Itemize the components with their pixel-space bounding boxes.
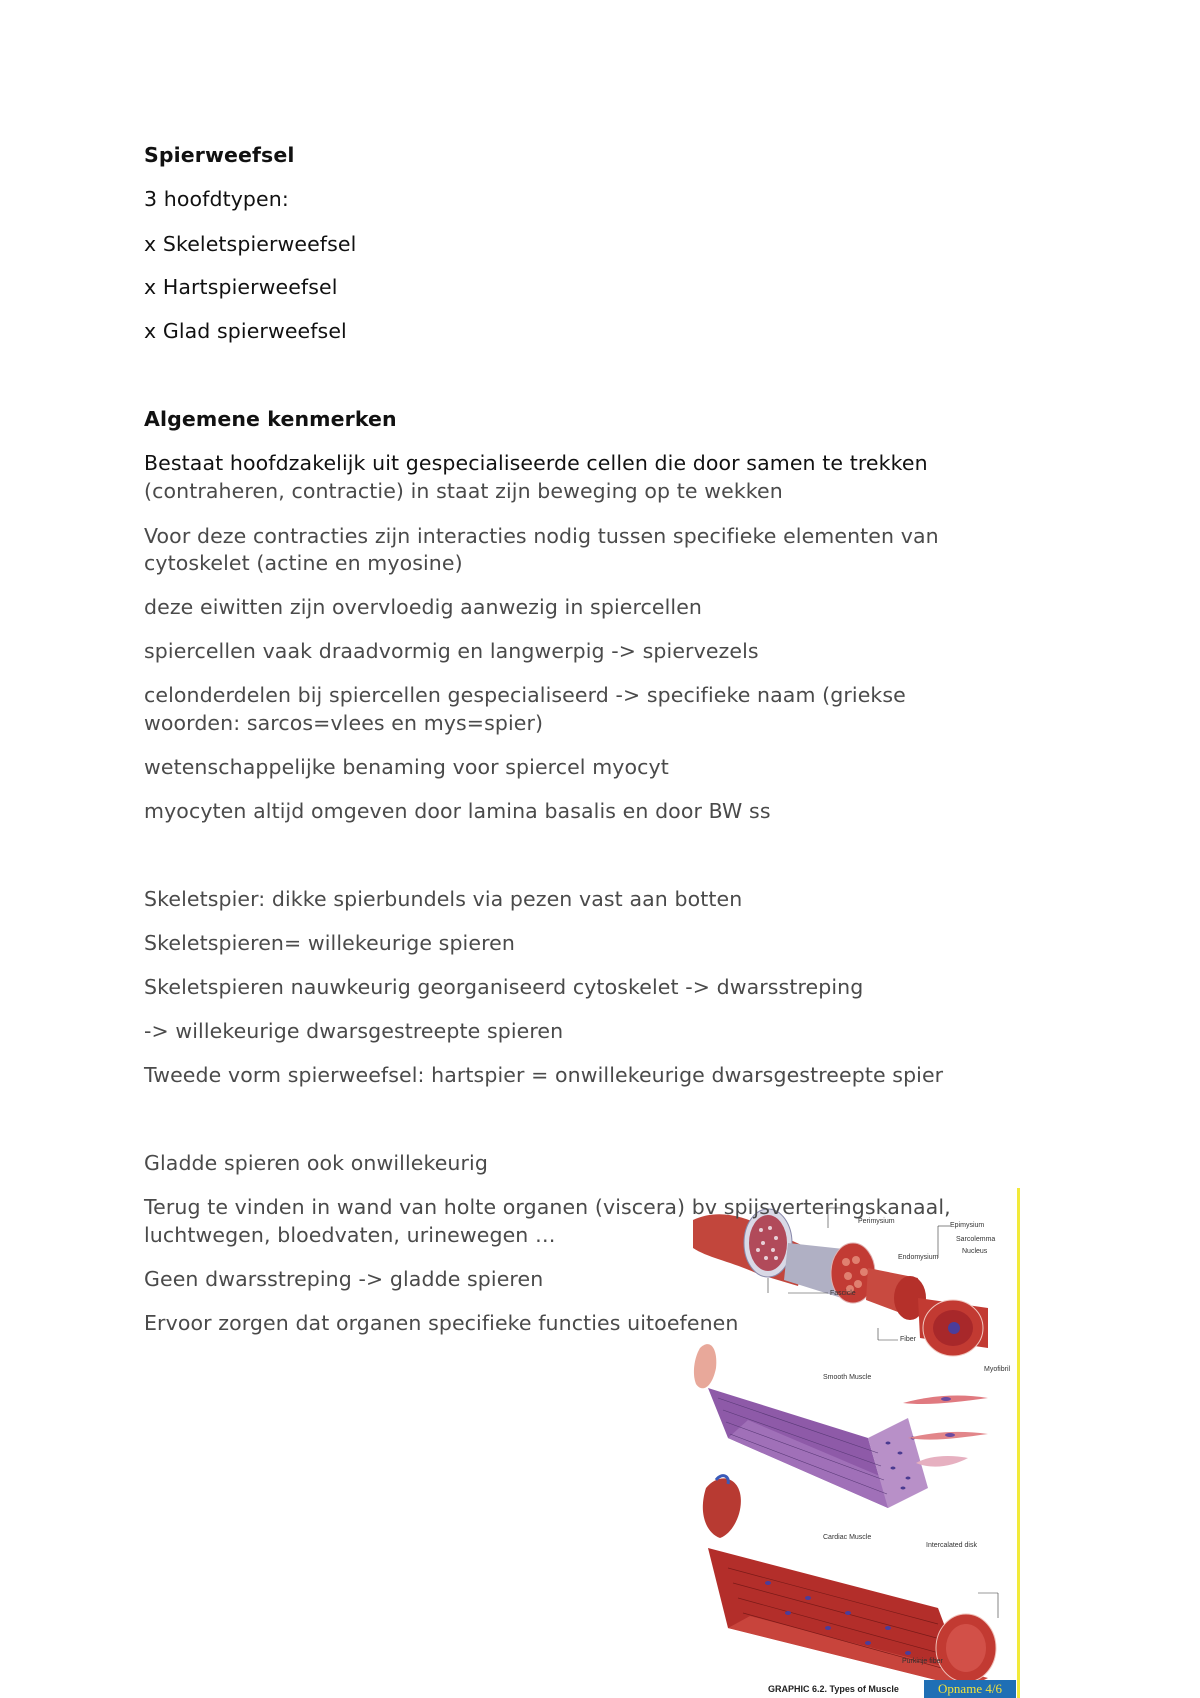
intro-line: 3 hoofdtypen:: [144, 187, 289, 211]
label-fiber: Fiber: [900, 1336, 916, 1343]
heading-algemene-kenmerken: Algemene kenmerken: [144, 407, 397, 431]
label-sarcolemma: Sarcolemma: [956, 1236, 996, 1243]
paragraph-line: Tweede vorm spierweefsel: hartspier = onwillekeurige dwarsgestreepte spier: [144, 1063, 944, 1087]
paragraph-line: Skeletspieren= willekeurige spieren: [144, 931, 515, 955]
paragraph-line: -> willekeurige dwarsgestreepte spieren: [144, 1019, 564, 1043]
smooth-muscle-drawing: [694, 1344, 988, 1508]
figure-highlight-edge: [1017, 1188, 1020, 1698]
paragraph-line: Geen dwarsstreping -> gladde spieren: [144, 1267, 544, 1291]
paragraph-line: Skeletspier: dikke spierbundels via pezen vast aan botten: [144, 887, 743, 911]
label-cardiac-muscle: Cardiac Muscle: [823, 1534, 872, 1541]
label-endomysium: Endomysium: [898, 1254, 939, 1261]
type-item: x Hartspierweefsel: [144, 275, 338, 299]
type-item: x Glad spierweefsel: [144, 319, 347, 343]
type-item: x Skeletspierweefsel: [144, 232, 357, 256]
label-myofibril: Myofibril: [984, 1366, 1011, 1373]
paragraph-line: woorden: sarcos=vlees en mys=spier): [144, 711, 544, 735]
label-intercalated-disk: Intercalated disk: [926, 1542, 977, 1549]
paragraph-line: Skeletspieren nauwkeurig georganiseerd cytoskelet -> dwarsstreping: [144, 975, 864, 999]
figure-badge: Opname 4/6: [924, 1680, 1016, 1698]
label-nucleus: Nucleus: [962, 1248, 988, 1255]
paragraph-line: (contraheren, contractie) in staat zijn beweging op te wekken: [144, 479, 783, 503]
paragraph-line: Gladde spieren ook onwillekeurig: [144, 1151, 488, 1175]
label-fascicle: Fascicle: [830, 1290, 856, 1297]
label-epimysium: Epimysium: [950, 1222, 985, 1229]
cardiac-muscle-drawing: [703, 1476, 998, 1688]
paragraph-line: celonderdelen bij spiercellen gespecialiseerd -> specifieke naam (griekse: [144, 683, 906, 707]
paragraph-line: myocyten altijd omgeven door lamina basalis en door BW ss: [144, 799, 771, 823]
paragraph-line: cytoskelet (actine en myosine): [144, 551, 463, 575]
paragraph-line: wetenschappelijke benaming voor spiercel myocyt: [144, 755, 669, 779]
label-smooth-muscle: Smooth Muscle: [823, 1374, 872, 1381]
paragraph-line: spiercellen vaak draadvormig en langwerpig -> spiervezels: [144, 639, 759, 663]
paragraph-line: Terug te vinden in wand van holte organen (viscera) bv spijsverteringskanaal,: [144, 1195, 951, 1219]
paragraph-line: deze eiwitten zijn overvloedig aanwezig in spiercellen: [144, 595, 703, 619]
figure-caption: GRAPHIC 6.2. Types of Muscle: [768, 1684, 899, 1694]
paragraph-line: luchtwegen, bloedvaten, urinewegen …: [144, 1223, 556, 1247]
muscle-types-figure: [688, 1188, 1020, 1698]
paragraph-line: Voor deze contracties zijn interacties nodig tussen specifieke elementen van: [144, 524, 939, 548]
muscle-illustration: [688, 1188, 1020, 1698]
label-purkinje-fiber: Purkinje fiber: [902, 1658, 943, 1665]
paragraph-line: Ervoor zorgen dat organen specifieke functies uitoefenen: [144, 1311, 739, 1335]
paragraph-line: Bestaat hoofdzakelijk uit gespecialiseerde cellen die door samen te trekken: [144, 451, 928, 475]
title-spierweefsel: Spierweefsel: [144, 143, 295, 167]
label-perimysium: Perimysium: [858, 1218, 895, 1225]
